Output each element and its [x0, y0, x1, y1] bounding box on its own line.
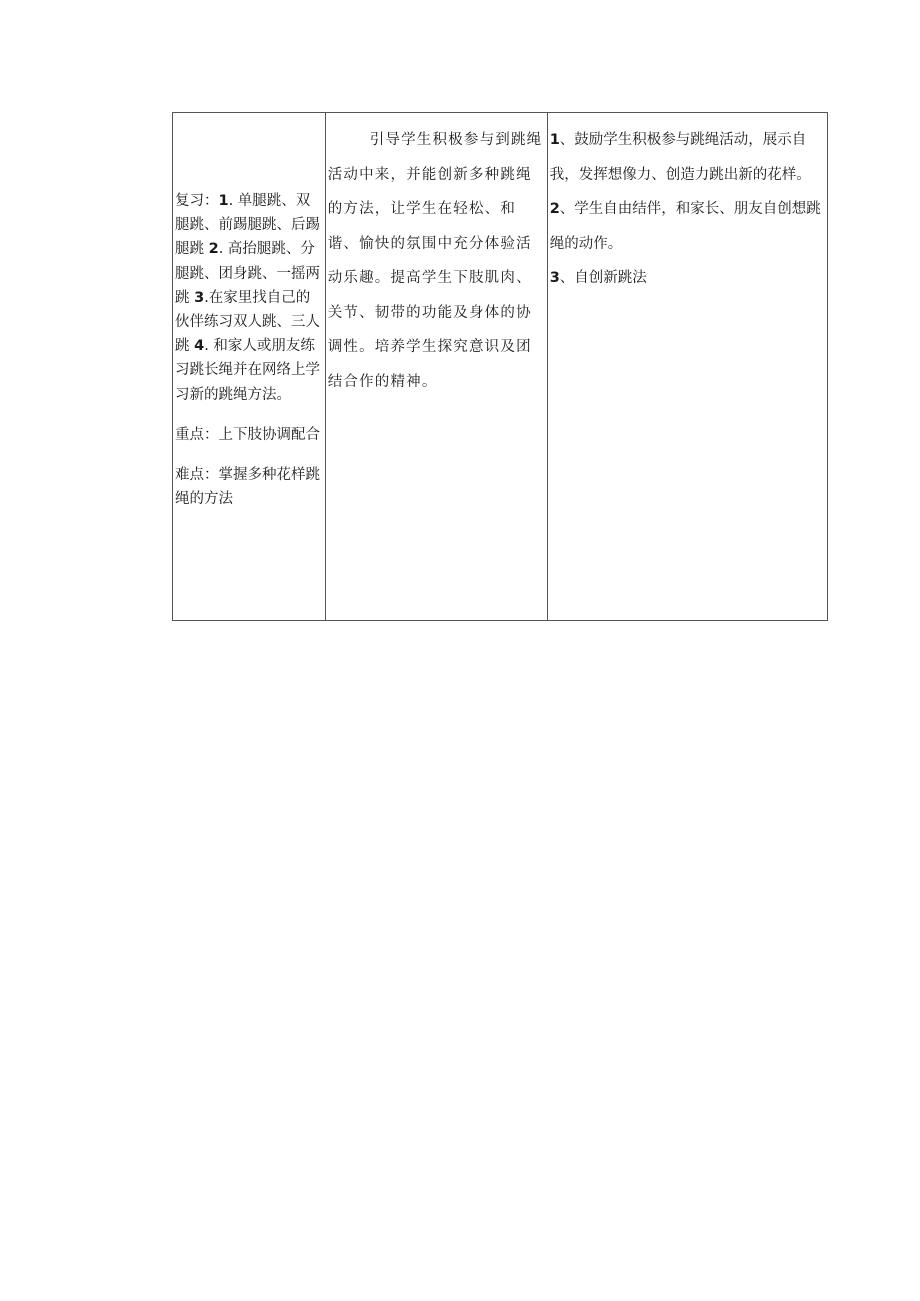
objectives-cell [325, 113, 547, 621]
activity-text: 、自创新跳法 [559, 270, 647, 286]
review-paragraph [175, 189, 321, 407]
activity-number: 2 [549, 201, 560, 217]
review-number-2: 2 [208, 241, 219, 258]
review-text-3: .在家里找自己的伙伴练习双人跳、三人跳 [175, 289, 320, 355]
review-text-2: . 高抬腿跳、分腿跳、团身跳、一摇两跳 [175, 241, 320, 306]
review-number-4: 4 [194, 338, 205, 355]
activities-cell [547, 113, 827, 621]
review-text-4: . 和家人或朋友练习跳长绳并在网络上学习新的跳绳方法。 [175, 338, 320, 403]
objectives-text: 引导学生积极参与到跳绳活动中来，并能创新多种跳绳的方法，让学生在轻松、和谐、愉快的氛围中充分体验活动乐趣。提高学生下肢肌肉、关节、韧带的功能及身体的协调性。培养学生探究意识及团结合作的精神。 [327, 132, 543, 390]
table-row [173, 113, 828, 621]
activity-text: 、学生自由结伴，和家长、朋友自创想跳绳的动作。 [549, 201, 821, 252]
review-content-cell [173, 113, 326, 621]
activity-item [550, 192, 825, 261]
activity-text: 、鼓励学生积极参与跳绳活动，展示自我，发挥想像力、创造力跳出新的花样。 [549, 132, 811, 183]
activity-item [550, 261, 825, 296]
review-number-3: 3 [194, 289, 205, 306]
key-point: 重点：上下肢协调配合 [175, 426, 320, 443]
activity-number: 3 [549, 270, 560, 286]
review-label: 复习： [175, 193, 219, 209]
activity-item [550, 123, 825, 192]
review-text-1: . 单腿跳、双腿跳、前踢腿跳、后踢腿跳 [175, 193, 320, 258]
lesson-table [172, 112, 828, 621]
review-number-1: 1 [218, 193, 229, 209]
difficulty-point: 难点：掌握多种花样跳绳的方法 [175, 467, 320, 508]
activity-number: 1 [549, 132, 560, 148]
